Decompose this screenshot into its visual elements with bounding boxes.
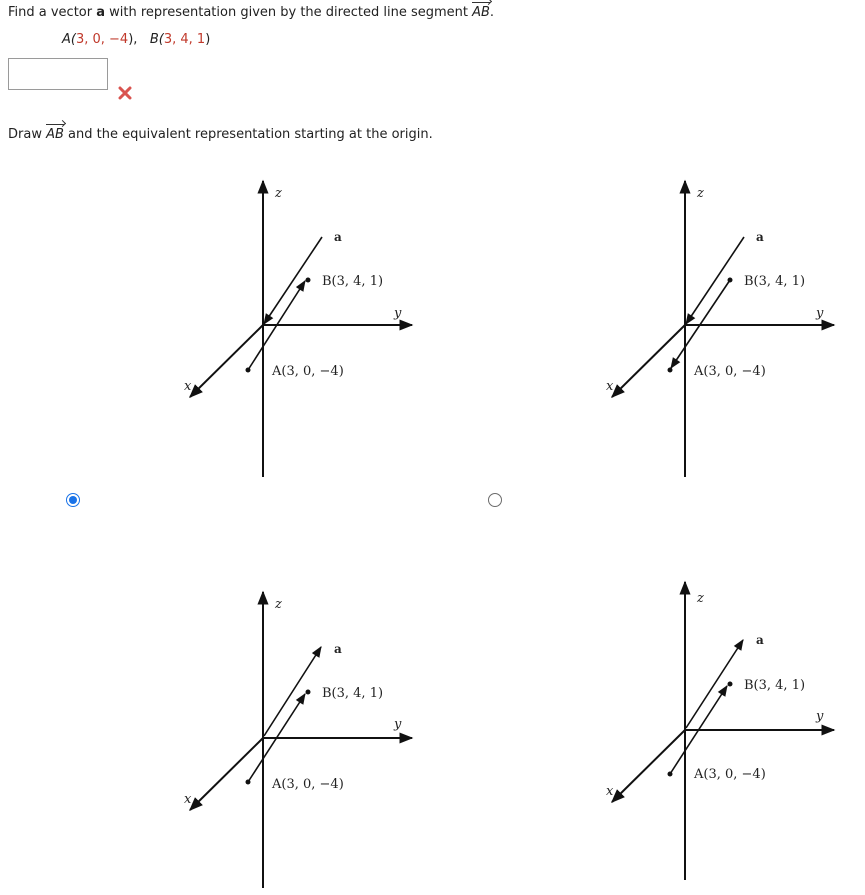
y-label: y (394, 717, 402, 732)
given-points (62, 32, 210, 47)
x-label: x (606, 784, 614, 799)
option-3-diagram[interactable] (180, 586, 420, 891)
b-label: B(3, 4, 1) (322, 274, 384, 289)
question-suffix: . (489, 5, 495, 20)
z-label: z (697, 591, 704, 606)
point-b-dot (728, 278, 733, 283)
point-a-dot (668, 368, 673, 373)
option-1-diagram[interactable] (180, 175, 420, 480)
point-a-dot (668, 772, 673, 777)
point-a-coords: 3, 0, −4 (75, 32, 129, 47)
a-label: a (756, 230, 764, 244)
a-point-label: A(3, 0, −4) (694, 364, 766, 379)
vector-a-at-origin (264, 237, 322, 324)
vector-a-bold: a (96, 5, 106, 20)
z-label: z (275, 186, 282, 201)
a-point-label: A(3, 0, −4) (694, 767, 766, 782)
point-a-dot (246, 368, 251, 373)
draw-prompt (8, 127, 433, 142)
x-axis (190, 738, 263, 810)
a-point-label: A(3, 0, −4) (272, 777, 344, 792)
x-mark-icon (118, 86, 132, 100)
x-axis (612, 325, 685, 397)
b-label: B(3, 4, 1) (322, 686, 384, 701)
point-b-dot (306, 278, 311, 283)
b-label: B(3, 4, 1) (744, 678, 806, 693)
question-middle: with representation given by the directed line segment (105, 5, 473, 20)
x-label: x (184, 792, 192, 807)
point-b-label: B( (149, 32, 164, 47)
option-2-radio[interactable] (488, 493, 502, 507)
vector-a-at-origin (264, 647, 321, 736)
x-axis (612, 730, 685, 802)
draw-prompt-prefix: Draw (8, 127, 47, 142)
draw-segment-ab: AB (46, 127, 64, 142)
y-label: y (394, 306, 402, 321)
a-point-label: A(3, 0, −4) (272, 364, 344, 379)
a-label: a (756, 633, 764, 647)
vector-a-at-origin (686, 640, 743, 728)
b-label: B(3, 4, 1) (744, 274, 806, 289)
x-axis (190, 325, 263, 397)
vector-a-at-origin (686, 237, 744, 324)
point-b-dot (306, 690, 311, 695)
question-text (8, 5, 494, 21)
y-label: y (816, 306, 824, 321)
a-label: a (334, 642, 342, 656)
answer-input[interactable] (8, 58, 108, 90)
draw-prompt-suffix: and the equivalent representation starting at the origin. (63, 127, 433, 142)
question-prefix: Find a vector (8, 5, 97, 20)
point-b-close: ) (205, 32, 211, 47)
z-label: z (697, 186, 704, 201)
point-a-label: A( (62, 32, 76, 47)
point-b-dot (728, 682, 733, 687)
option-2-diagram[interactable] (602, 175, 842, 480)
point-a-dot (246, 780, 251, 785)
y-label: y (816, 709, 824, 724)
z-label: z (275, 597, 282, 612)
segment-ab: AB (472, 5, 490, 20)
option-4-diagram[interactable] (602, 578, 842, 883)
point-a-close: ), (128, 32, 138, 47)
x-label: x (184, 379, 192, 394)
a-label: a (334, 230, 342, 244)
point-b-coords: 3, 4, 1 (163, 32, 206, 47)
x-label: x (606, 379, 614, 394)
option-1-radio[interactable] (66, 493, 80, 507)
